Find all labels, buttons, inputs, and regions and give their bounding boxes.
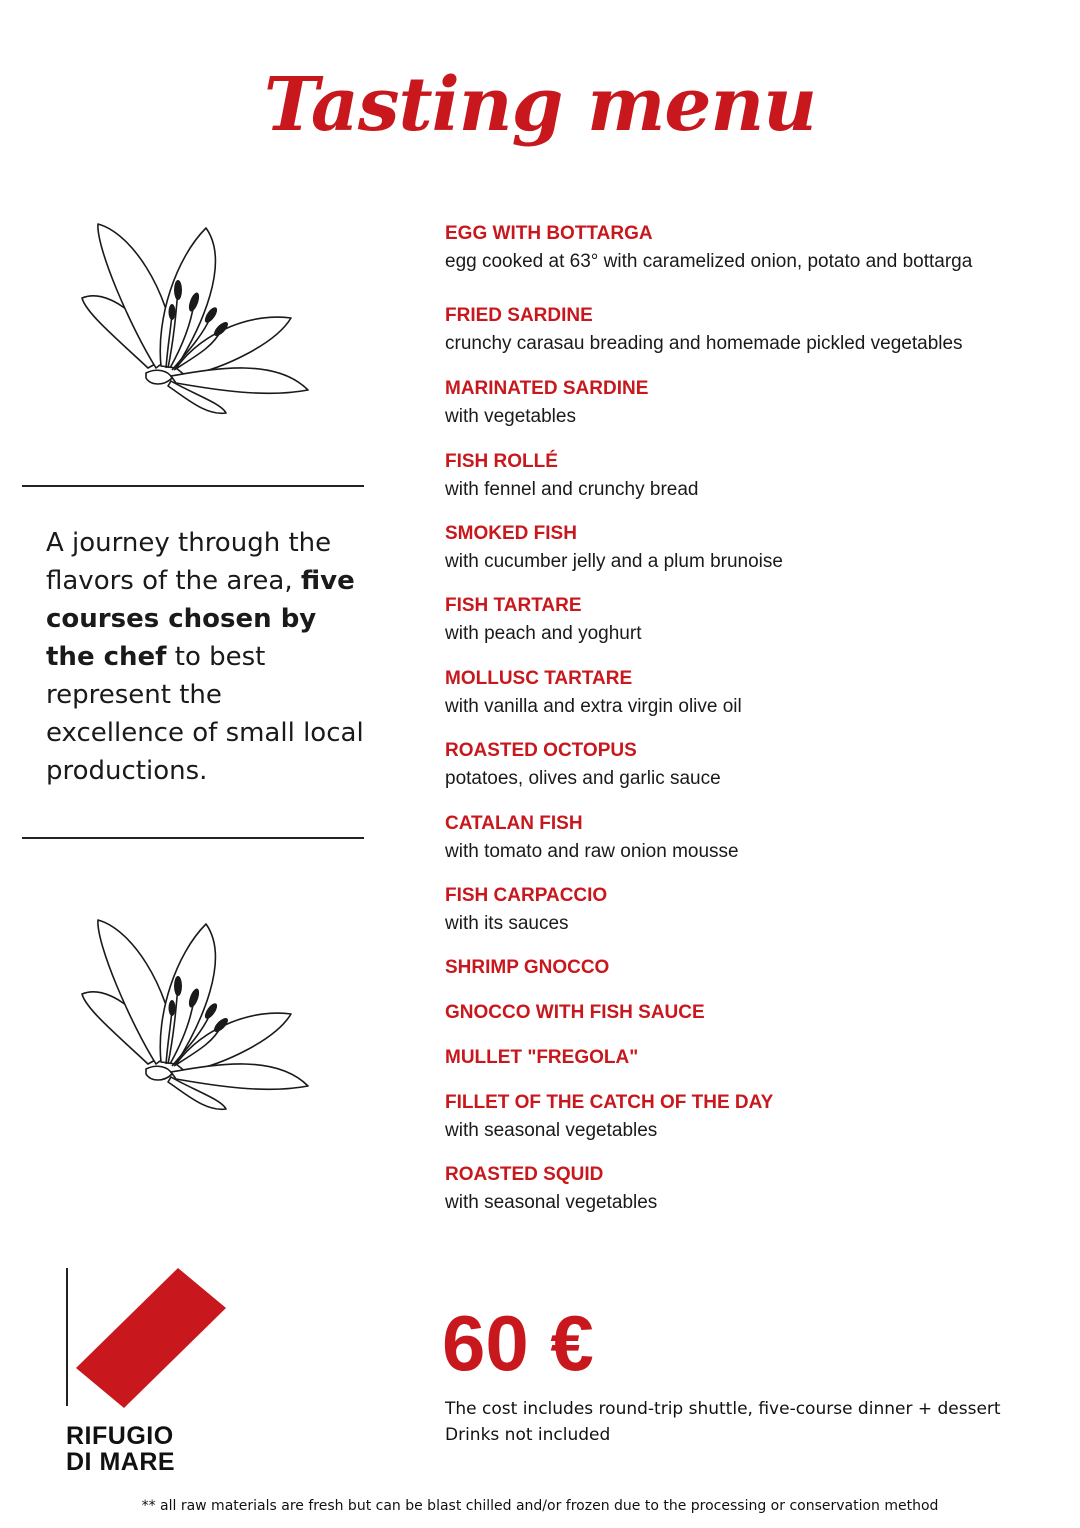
course-item [445, 304, 963, 356]
course-description: with its sauces [445, 913, 569, 934]
course-item [445, 222, 972, 274]
course-item [445, 739, 721, 791]
intro-text: A journey through the flavors of the area, five courses chosen by the chef to best represent the excellence of small local productions. [46, 528, 364, 786]
course-item [445, 956, 609, 980]
course-name: EGG WITH BOTTARGA [445, 223, 653, 244]
course-item [445, 884, 607, 936]
course-name: MOLLUSC TARTARE [445, 668, 633, 689]
course-name: FISH TARTARE [445, 595, 582, 616]
course-item [445, 594, 641, 646]
divider [22, 837, 364, 839]
course-description: with vanilla and extra virgin olive oil [445, 696, 742, 717]
price-note-line-1: The cost includes round-trip shuttle, five-course dinner + dessert [445, 1399, 1001, 1419]
footnote: ** all raw materials are fresh but can be blast chilled and/or frozen due to the processing or conservation method [141, 1498, 939, 1514]
course-description: with fennel and crunchy bread [445, 479, 699, 500]
course-description: with vegetables [445, 406, 576, 427]
course-name: SMOKED FISH [445, 523, 577, 544]
logo-line-2: DI MARE [66, 1448, 176, 1476]
course-name: FISH ROLLÉ [445, 451, 558, 472]
course-item [445, 522, 783, 574]
course-description: with tomato and raw onion mousse [445, 841, 739, 862]
course-item [445, 377, 648, 429]
divider [22, 485, 364, 487]
logo-line-1: RIFUGIO [66, 1422, 174, 1450]
course-description: with seasonal vegetables [445, 1120, 658, 1141]
course-item [445, 1091, 773, 1143]
lily-flower-icon [76, 218, 312, 418]
logo-bar [66, 1268, 68, 1406]
course-name: GNOCCO WITH FISH SAUCE [445, 1002, 705, 1023]
course-item [445, 450, 699, 502]
logo-mark-icon [76, 1268, 226, 1408]
course-item [445, 812, 739, 864]
course-item [445, 1001, 705, 1025]
course-description: with peach and yoghurt [445, 623, 642, 644]
course-name: FISH CARPACCIO [445, 885, 608, 906]
lily-flower-icon [76, 914, 312, 1114]
course-name: MARINATED SARDINE [445, 378, 649, 399]
course-name: SHRIMP GNOCCO [445, 957, 610, 978]
course-item [445, 1163, 657, 1215]
course-description: egg cooked at 63° with caramelized onion, potato and bottarga [445, 251, 973, 272]
price: 60 € [442, 1299, 594, 1387]
course-item [445, 1046, 638, 1070]
course-name: CATALAN FISH [445, 813, 583, 834]
course-name: ROASTED OCTOPUS [445, 740, 637, 761]
course-description: crunchy carasau breading and homemade pickled vegetables [445, 333, 963, 354]
course-name: FILLET OF THE CATCH OF THE DAY [445, 1092, 774, 1113]
course-item [445, 667, 742, 719]
course-description: with cucumber jelly and a plum brunoise [445, 551, 783, 572]
course-description: potatoes, olives and garlic sauce [445, 768, 721, 789]
course-description: with seasonal vegetables [445, 1192, 658, 1213]
logo-text [66, 1423, 175, 1475]
course-name: FRIED SARDINE [445, 305, 593, 326]
price-note-line-2: Drinks not included [445, 1425, 611, 1445]
page-title: Tasting menu [263, 62, 817, 148]
price-note [445, 1396, 1001, 1448]
course-name: MULLET "FREGOLA" [445, 1047, 639, 1068]
restaurant-logo [66, 1268, 226, 1478]
course-name: ROASTED SQUID [445, 1164, 604, 1185]
